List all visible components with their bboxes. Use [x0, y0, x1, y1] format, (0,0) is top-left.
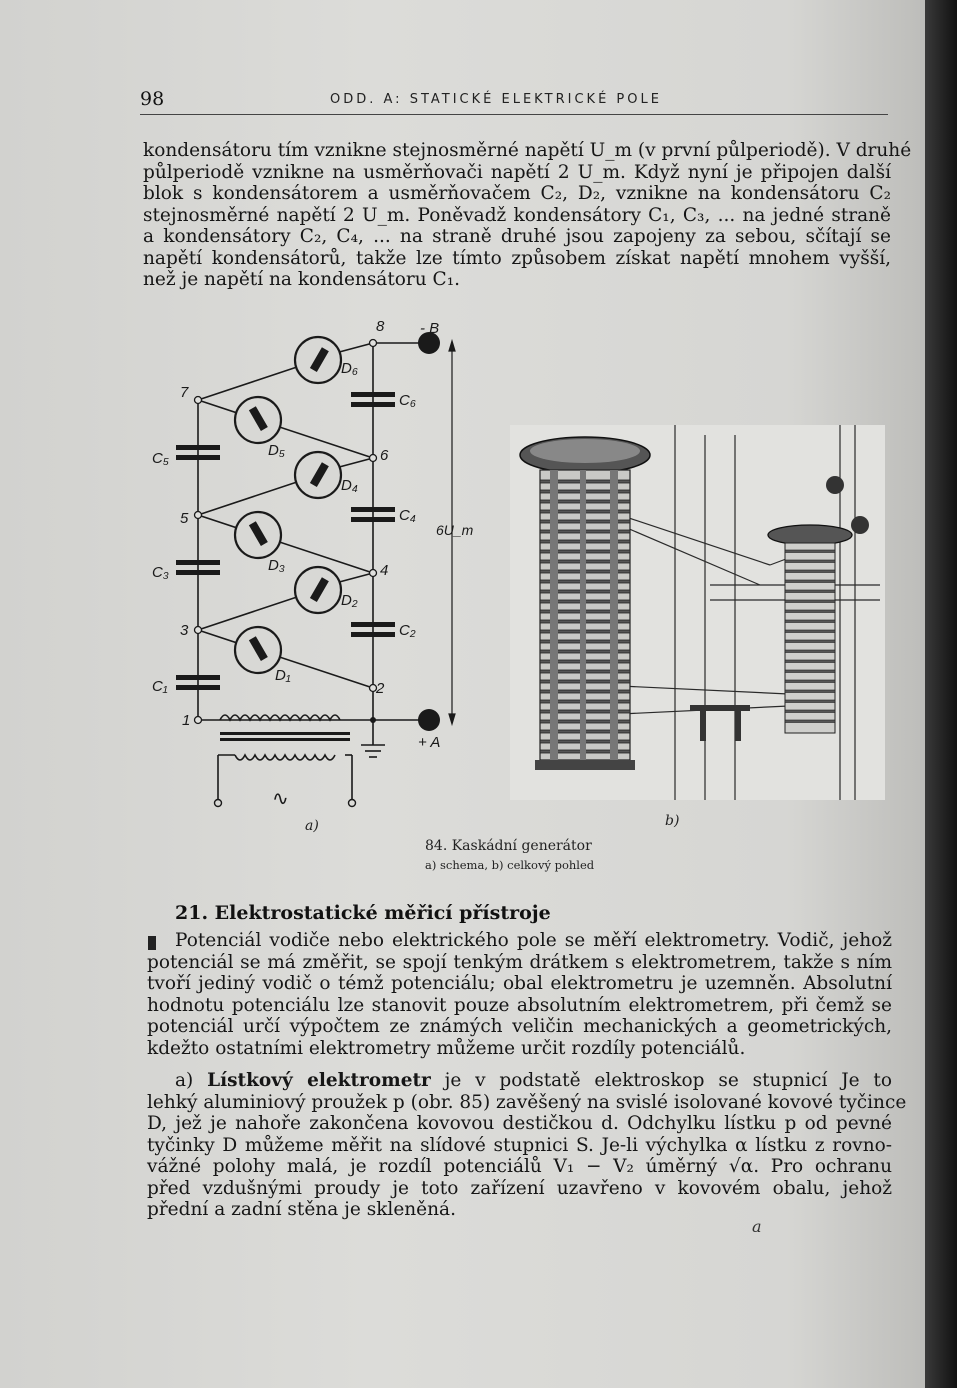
paragraph-3: [147, 1070, 907, 1221]
column-ring: [785, 570, 835, 573]
capacitor-label-c2: C₂: [399, 622, 416, 639]
text-line: tyčinky D můžeme měřit na slídové stupnici S. Je-li výchylka α lístku z rovno-: [147, 1134, 892, 1156]
section-title: 21. Elektrostatické měřicí přístroje: [175, 902, 551, 924]
item-lead: a): [175, 1070, 208, 1091]
column-ring: [785, 690, 835, 693]
node-label-2: 2: [376, 680, 385, 697]
column-ring: [785, 630, 835, 633]
voltage-label: 6U_m: [436, 522, 474, 538]
cascade-generator-schematic: [140, 315, 474, 845]
column-ring: [785, 720, 835, 723]
column-ring: [785, 610, 835, 613]
ac-symbol: ∿: [272, 788, 289, 810]
column-ring: [785, 580, 835, 583]
running-title: ODD. A: STATICKÉ ELEKTRICKÉ POLE: [330, 92, 662, 107]
capacitor-label-c5: C₅: [152, 450, 169, 467]
text-line-first: [147, 1070, 892, 1092]
figure-label-b: b): [665, 813, 680, 829]
column-ring: [785, 620, 835, 623]
terminal-label-a: + A: [418, 734, 441, 751]
text-line: vážné polohy malá, je rozdíl potenciálů V₁ − V₂ úměrný √α. Pro ochranu: [147, 1156, 892, 1177]
diode-label-d5: D₅: [268, 442, 285, 459]
text-line: napětí kondensátorů, takže lze tímto způsobem získat napětí mnohem vyšší,: [143, 247, 891, 269]
paragraph-1: [143, 140, 912, 291]
corner-mark: a: [752, 1217, 762, 1236]
text-line: D, jež je nahoře zakončena kovovou destičkou d. Odchylku lístku p od pevné: [147, 1113, 892, 1134]
column-ring: [785, 670, 835, 673]
diode-label-d4: D₄: [341, 477, 358, 494]
text-line: a kondensátory C₂, C₄, ... na straně druhé jsou zapojeny za sebou, sčítají se: [143, 226, 891, 247]
figure-subcaption: a) schema, b) celkový pohled: [425, 858, 595, 872]
column-ring: [785, 550, 835, 553]
terminal-label-b: - B: [420, 320, 440, 337]
node-label-3: 3: [180, 622, 189, 639]
diode-label-d3: D₃: [268, 557, 285, 574]
text-line: potenciál určí výpočtem ze známých veličin mechanických a geometrických,: [147, 1016, 892, 1037]
text-line: půlperiodě vznikne na usměrňovači napětí 2 U_m. Když nyní je připojen další: [143, 161, 891, 183]
column-ring: [785, 640, 835, 643]
text-line: blok s kondensátorem a usměrňovačem C₂, D₂, vznikne na kondensátoru C₂: [143, 183, 891, 204]
text-line: než je napětí na kondensátoru C₁.: [143, 269, 461, 290]
item-rest: je v podstatě elektroskop se stupnicí Je to: [430, 1070, 892, 1091]
capacitor-label-c3: C₃: [152, 564, 169, 581]
column-ring: [785, 590, 835, 593]
column-ring: [785, 680, 835, 683]
term-bold: Lístkový elektrometr: [207, 1070, 431, 1091]
text-line: před vzdušnými proudy je toto zařízení uzavřeno v kovovém obalu, jehož: [147, 1177, 892, 1199]
column-ring: [785, 600, 835, 603]
diode-label-d6: D₆: [341, 360, 358, 377]
node-label-6: 6: [380, 447, 389, 464]
column-ring: [785, 560, 835, 563]
text-line: stejnosměrné napětí 2 U_m. Poněvadž kondensátory C₁, C₃, ... na jedné straně: [143, 204, 891, 226]
capacitor-label-c6: C₆: [399, 392, 416, 409]
figure-label-a: a): [305, 818, 319, 834]
cascade-generator-drawing: [510, 425, 885, 800]
node-label-8: 8: [376, 318, 385, 335]
diode-label-d2: D₂: [341, 592, 358, 609]
text-line: kdežto ostatními elektrometry můžeme určit rozdíly potenciálů.: [147, 1037, 746, 1059]
text-line: potenciál se má změřit, se spojí tenkým drátkem s elektrometrem, takže s ním: [147, 951, 892, 973]
text-line: lehký aluminiový proužek p (obr. 85) zavěšený na svislé isolované kovové tyčince: [147, 1091, 907, 1113]
column-ring: [785, 700, 835, 703]
column-ring: [785, 650, 835, 653]
node-label-4: 4: [380, 562, 389, 579]
capacitor-label-c4: C₄: [399, 507, 416, 524]
node-label-7: 7: [180, 384, 189, 401]
column-ring: [785, 710, 835, 713]
text-line: hodnotu potenciálu lze stanovit pouze absolutním elektrometrem, při čemž se: [147, 994, 892, 1016]
capacitor-label-c1: C₁: [152, 678, 168, 695]
column-ring: [785, 660, 835, 663]
text-line: kondensátoru tím vznikne stejnosměrné napětí U_m (v první půlperiodě). V druhé: [143, 140, 912, 161]
node-label-1: 1: [182, 712, 191, 729]
node-label-5: 5: [180, 510, 189, 527]
diode-label-d1: D₁: [275, 667, 291, 684]
page-number: 98: [140, 88, 165, 110]
text-line: přední a zadní stěna je skleněná.: [147, 1199, 456, 1220]
page-edge-shadow: [925, 0, 957, 1388]
header-rule: [140, 114, 888, 115]
text-line: Potenciál vodiče nebo elektrického pole se měří elektrometry. Vodič, jehož: [175, 930, 892, 951]
text-line: tvoří jediný vodič o témž potenciálu; obal elektrometru je uzemněn. Absolutní: [147, 973, 892, 994]
paragraph-2: [147, 930, 892, 1059]
figure-caption: 84. Kaskádní generátor: [425, 838, 592, 854]
